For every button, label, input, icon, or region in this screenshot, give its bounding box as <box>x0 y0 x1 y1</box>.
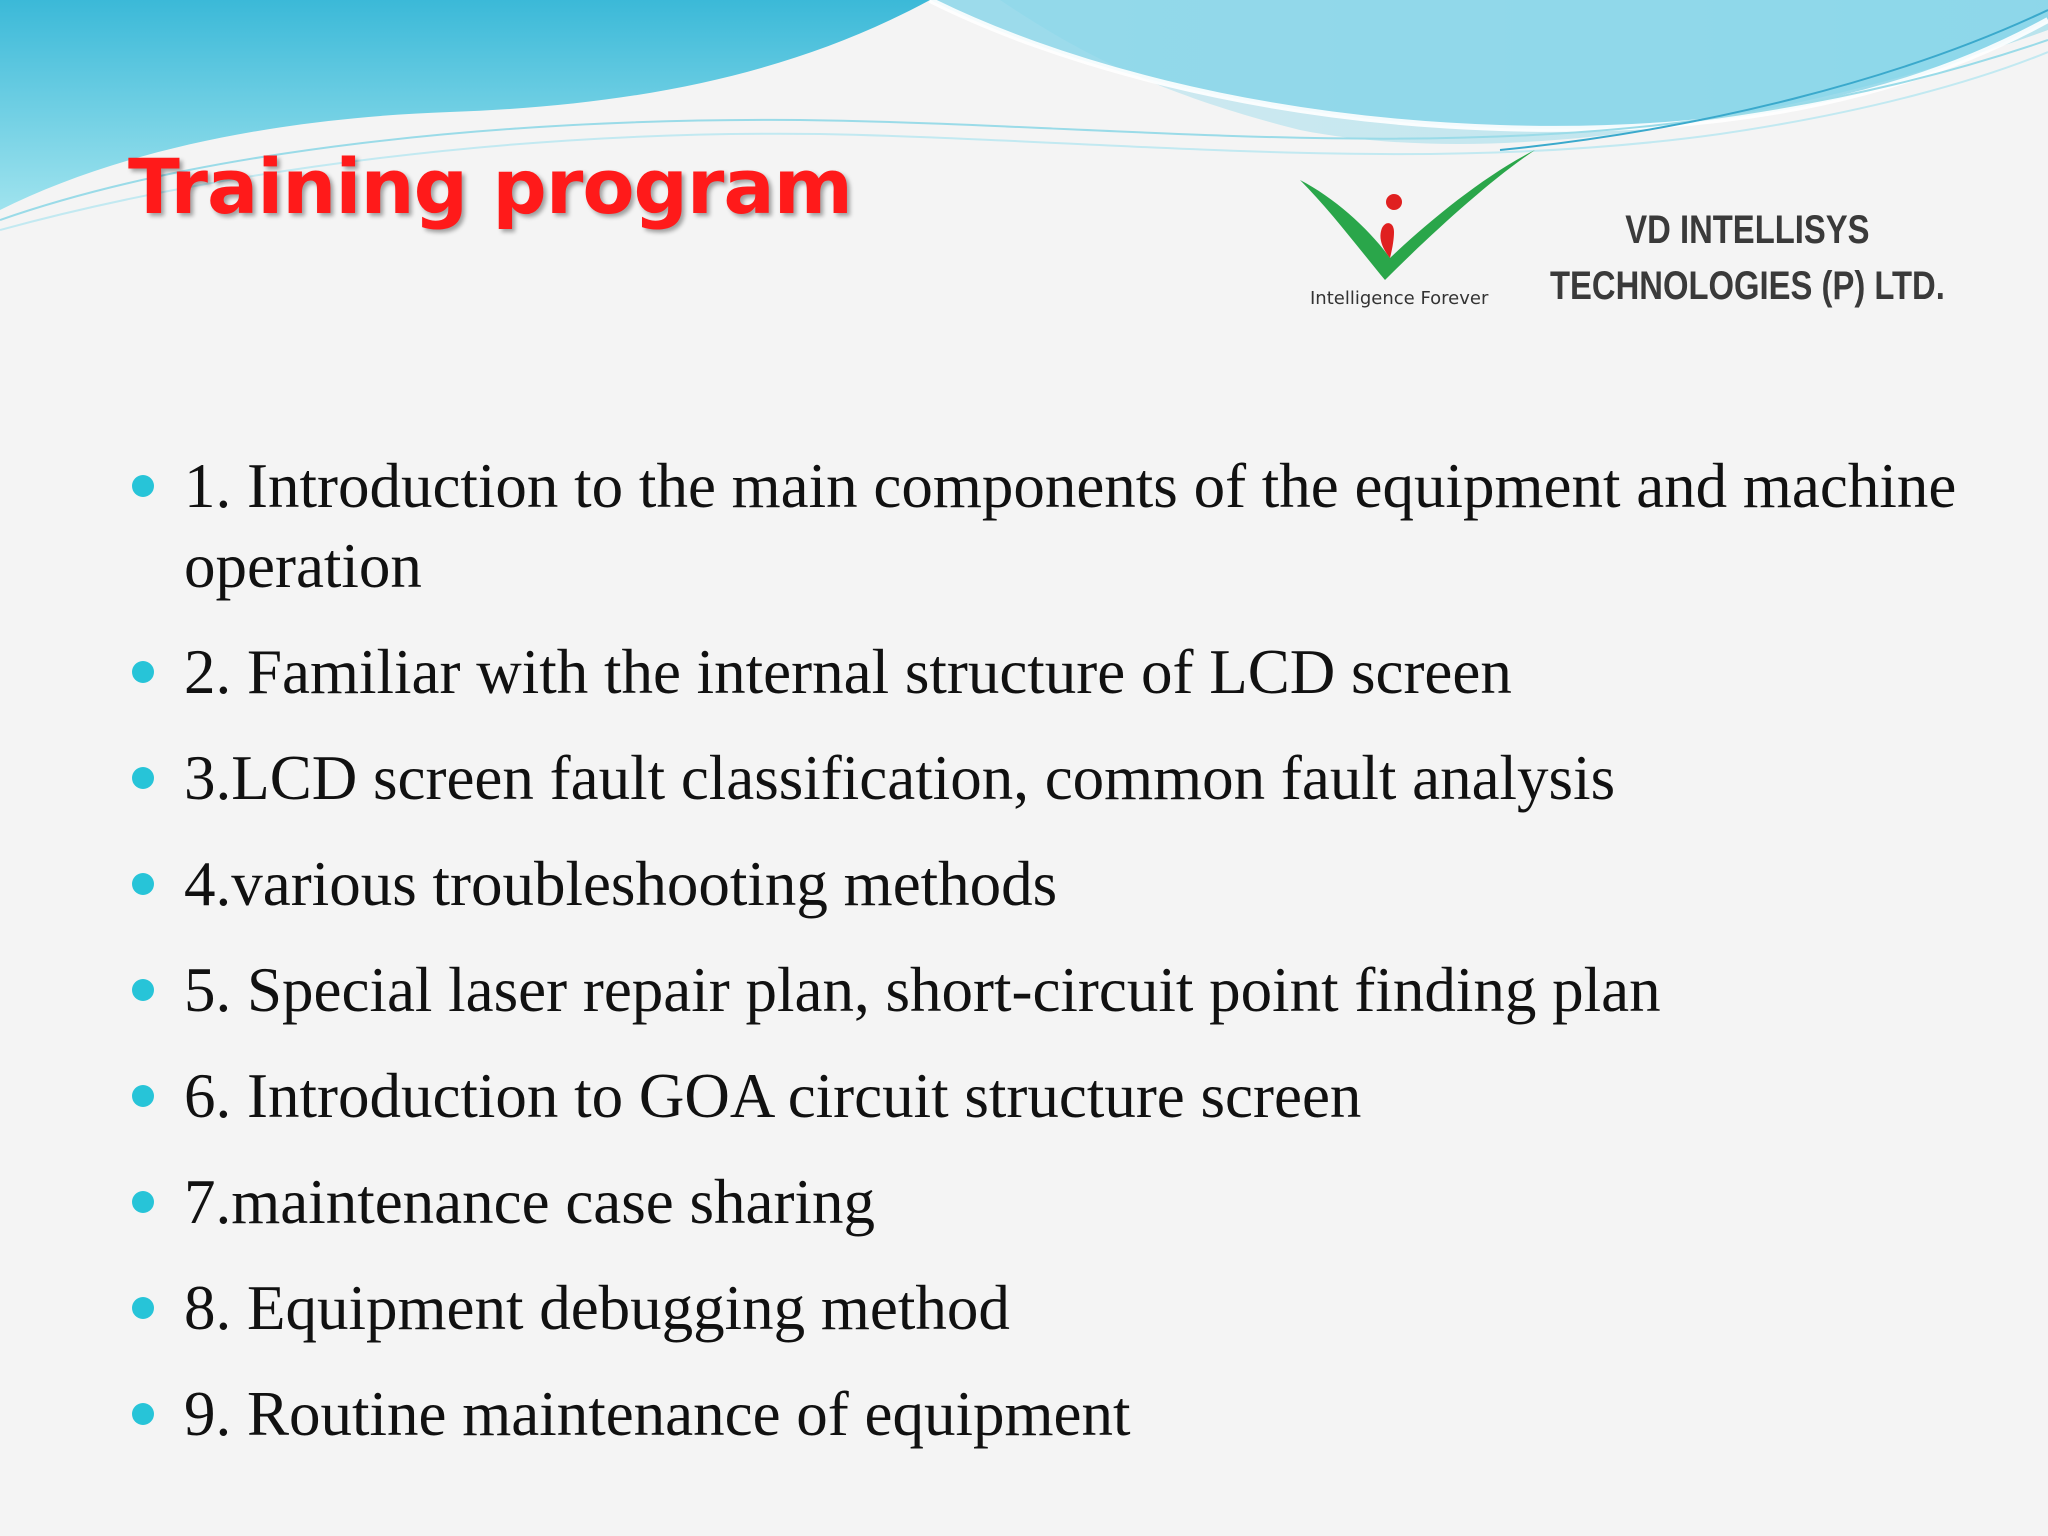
bullet-icon <box>132 1191 154 1213</box>
bullet-icon <box>132 1403 154 1425</box>
list-item <box>128 844 1988 924</box>
list-item-text: 7.maintenance case sharing <box>184 1167 875 1237</box>
logo-tagline: Intelligence Forever <box>1310 288 1489 309</box>
list-item <box>128 1268 1988 1348</box>
list-item-text: 5. Special laser repair plan, short-circuit point finding plan <box>184 955 1661 1025</box>
list-item <box>128 950 1988 1030</box>
list-item-text: 8. Equipment debugging method <box>184 1273 1010 1343</box>
company-logo <box>1290 140 1990 320</box>
training-topics-list <box>128 446 1988 1480</box>
list-item-text: 6. Introduction to GOA circuit structure screen <box>184 1061 1362 1131</box>
list-item-text: 9. Routine maintenance of equipment <box>184 1379 1131 1449</box>
logo-company-line1: VD INTELLISYS <box>1625 208 1870 252</box>
list-item <box>128 1056 1988 1136</box>
bullet-icon <box>132 661 154 683</box>
bullet-icon <box>132 873 154 895</box>
list-item <box>128 1374 1988 1454</box>
bullet-icon <box>132 1085 154 1107</box>
list-item <box>128 1162 1988 1242</box>
bullet-icon <box>132 1297 154 1319</box>
list-item <box>128 632 1988 712</box>
logo-company-name <box>1550 202 1945 314</box>
check-v-logo-icon <box>1290 140 1550 290</box>
bullet-icon <box>132 475 154 497</box>
list-item <box>128 738 1988 818</box>
list-item <box>128 446 1988 606</box>
list-item-text: 2. Familiar with the internal structure of LCD screen <box>184 637 1512 707</box>
logo-company-line2: TECHNOLOGIES (P) LTD. <box>1550 264 1945 308</box>
bullet-icon <box>132 767 154 789</box>
bullet-icon <box>132 979 154 1001</box>
list-item-text: 3.LCD screen fault classification, common fault analysis <box>184 743 1616 813</box>
slide-title: Training program <box>128 142 852 231</box>
list-item-text: 4.various troubleshooting methods <box>184 849 1058 919</box>
list-item-text: 1. Introduction to the main components of the equipment and machine operation <box>184 451 1957 601</box>
